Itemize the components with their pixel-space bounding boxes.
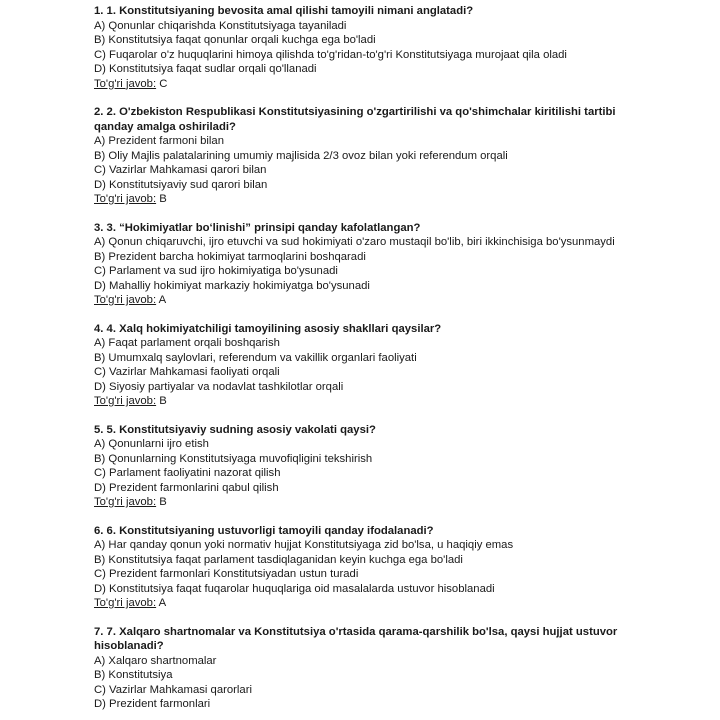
option-c: C) Vazirlar Mahkamasi qarori bilan — [94, 164, 267, 176]
option-d: D) Siyosiy partiyalar va nodavlat tashkilotlar orqali — [94, 380, 344, 393]
correct-answer — [94, 596, 634, 611]
option-d: D) Prezident farmonlari — [94, 698, 211, 710]
correct-answer-label: To'g'ri javob: — [94, 597, 157, 609]
option-c: C) Vazirlar Mahkamasi faoliyati orqali — [94, 366, 280, 378]
correct-answer-label: To'g'ri javob: — [94, 294, 157, 306]
option-c: C) Prezident farmonlari Konstitutsiyadan ustun turadi — [94, 568, 359, 580]
option-a: A) Faqat parlament orqali boshqarish — [94, 337, 280, 349]
correct-answer — [94, 495, 634, 510]
correct-answer-value: A — [158, 597, 167, 609]
question-4 — [94, 322, 634, 409]
option-c: C) Parlament faoliyatini nazorat qilish — [94, 467, 281, 479]
option-b: B) Qonunlarning Konstitutsiyaga muvofiqligini tekshirish — [94, 452, 373, 465]
option-d: D) Mahalliy hokimiyat markaziy hokimiyatga bo'ysunadi — [94, 279, 370, 292]
correct-answer-value: B — [159, 496, 167, 508]
question-3 — [94, 221, 634, 308]
option-c: C) Vazirlar Mahkamasi qarorlari — [94, 683, 252, 696]
option-a: A) Qonunlar chiqarishda Konstitutsiyaga tayaniladi — [94, 19, 347, 32]
option-b: B) Prezident barcha hokimiyat tarmoqlarini boshqaradi — [94, 250, 366, 263]
option-a: A) Prezident farmoni bilan — [94, 135, 224, 147]
correct-answer-value: A — [158, 294, 167, 306]
question-5 — [94, 423, 634, 510]
question-title: 6. 6. Konstitutsiyaning ustuvorligi tamoyili qanday ifodalanadi? — [94, 524, 434, 537]
question-6 — [94, 524, 634, 611]
correct-answer-label: To'g'ri javob: — [94, 496, 157, 508]
correct-answer — [94, 77, 634, 92]
correct-answer — [94, 394, 634, 409]
option-a: A) Qonunlarni ijro etish — [94, 438, 209, 450]
question-title: 3. 3. “Hokimiyatlar bo‘linishi” prinsipi qanday kafolatlangan? — [94, 221, 421, 234]
option-b: B) Oliy Majlis palatalarining umumiy majlisida 2/3 ovoz bilan yoki referendum orqali — [94, 149, 508, 162]
correct-answer-label: To'g'ri javob: — [94, 77, 157, 90]
correct-answer-value: C — [159, 77, 168, 90]
question-title: 1. 1. Konstitutsiyaning bevosita amal qilishi tamoyili nimani anglatadi? — [94, 5, 474, 17]
option-a: A) Qonun chiqaruvchi, ijro etuvchi va sud hokimiyati o'zaro mustaqil bo'lib, biri ikkinchisiga bo'ysunmaydi — [94, 236, 615, 248]
question-title: 4. 4. Xalq hokimiyatchiligi tamoyilining asosiy shakllari qaysilar? — [94, 322, 442, 335]
correct-answer-label: To'g'ri javob: — [94, 193, 157, 205]
correct-answer — [94, 293, 634, 308]
option-a: A) Xalqaro shartnomalar — [94, 654, 217, 667]
correct-answer-value: B — [159, 193, 167, 205]
option-b: B) Konstitutsiya faqat parlament tasdiqlaganidan keyin kuchga ega bo'ladi — [94, 553, 463, 566]
correct-answer-label: To'g'ri javob: — [94, 395, 157, 407]
question-2 — [94, 105, 634, 207]
correct-answer — [94, 192, 634, 207]
option-c: C) Parlament va sud ijro hokimiyatiga bo'ysunadi — [94, 265, 338, 277]
quiz-list — [94, 4, 634, 720]
option-b: B) Umumxalq saylovlari, referendum va vakillik organlari faoliyati — [94, 351, 417, 364]
question-7 — [94, 625, 634, 712]
question-title: 2. 2. O'zbekiston Respublikasi Konstitutsiyasining o'zgartirilishi va qo'shimchalar kiritilishi tartibi qanday amalga oshiriladi? — [94, 106, 616, 133]
option-d: D) Konstitutsiya faqat fuqarolar huquqlariga oid masalalarda ustuvor hisoblanadi — [94, 582, 495, 595]
option-b: B) Konstitutsiya — [94, 669, 173, 681]
question-1 — [94, 4, 634, 91]
option-c: C) Fuqarolar o'z huquqlarini himoya qilishda to'g'ridan-to'g'ri Konstitutsiyaga murojaat qila oladi — [94, 48, 567, 61]
option-d: D) Prezident farmonlarini qabul qilish — [94, 481, 279, 494]
option-d: D) Konstitutsiya faqat sudlar orqali qo'llanadi — [94, 63, 317, 75]
question-title: 7. 7. Xalqaro shartnomalar va Konstitutsiya o'rtasida qarama-qarshilik bo'lsa, qaysi hujjat ustuvor hisoblanadi? — [94, 625, 618, 652]
option-a: A) Har qanday qonun yoki normativ hujjat Konstitutsiyaga zid bo'lsa, u haqiqiy emas — [94, 539, 514, 551]
correct-answer-value: B — [159, 395, 167, 407]
option-b: B) Konstitutsiya faqat qonunlar orqali kuchga ega bo'ladi — [94, 34, 376, 46]
question-title: 5. 5. Konstitutsiyaviy sudning asosiy vakolati qaysi? — [94, 423, 376, 436]
option-d: D) Konstitutsiyaviy sud qarori bilan — [94, 178, 268, 191]
